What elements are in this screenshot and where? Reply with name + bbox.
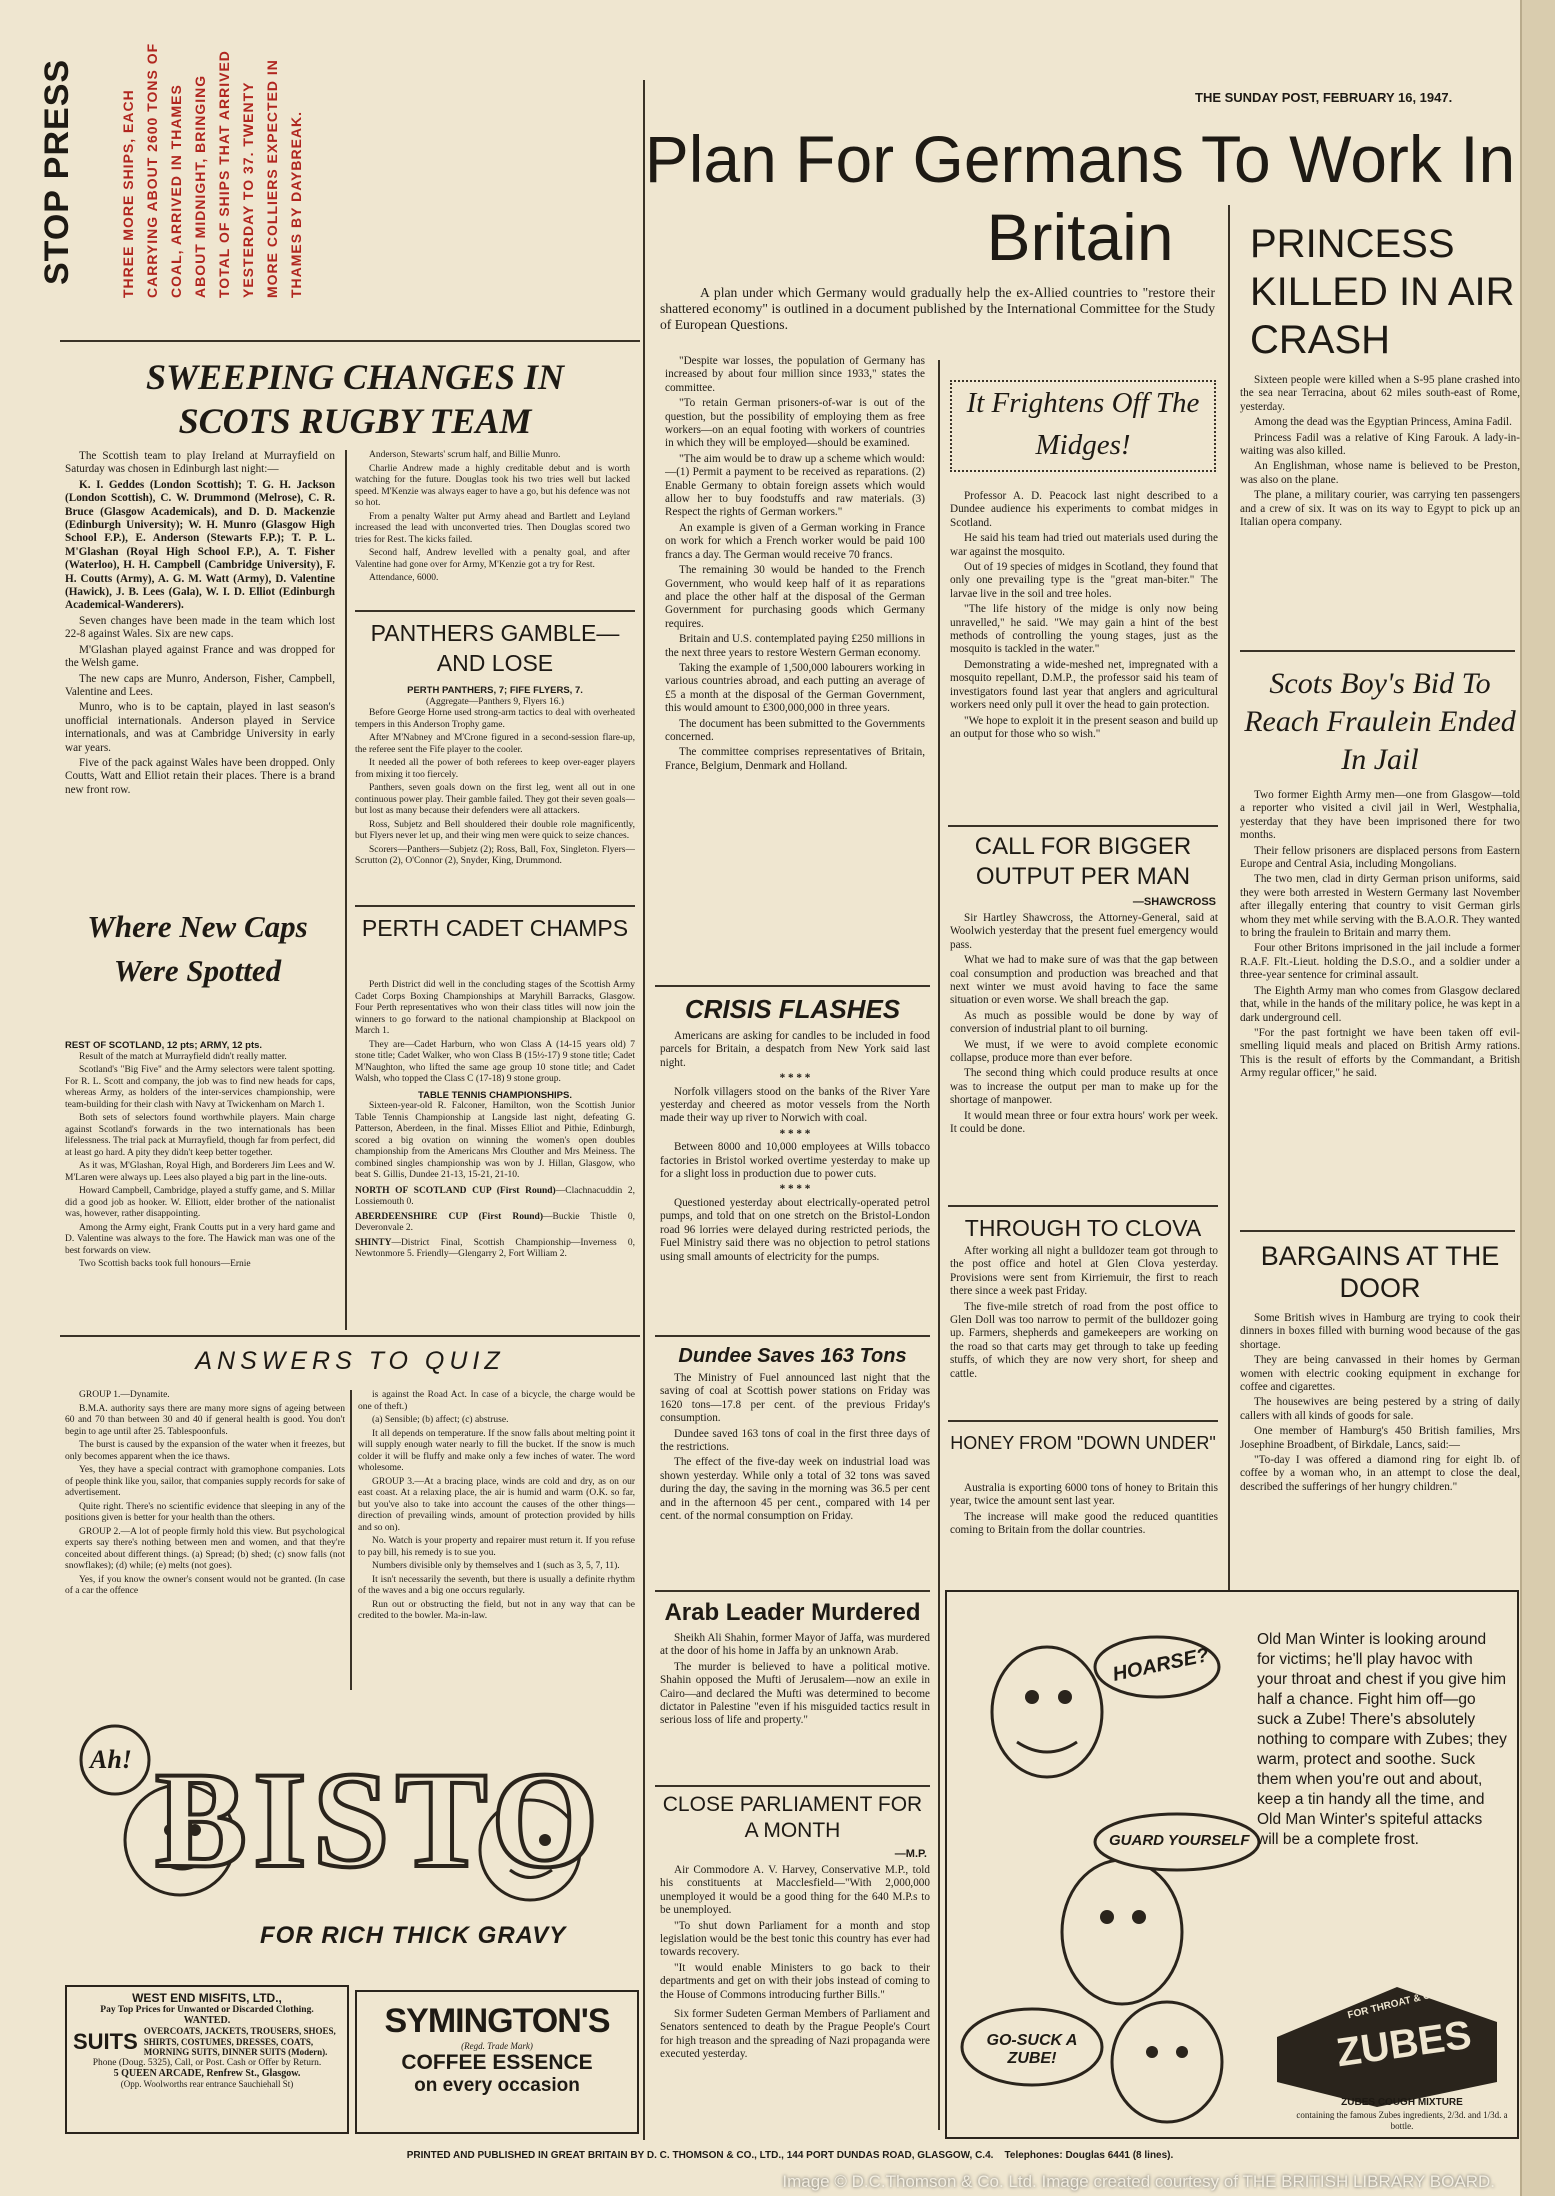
rule — [655, 985, 930, 987]
panthers-headline: PANTHERS GAMBLE—AND LOSE — [370, 620, 620, 676]
star-divider: * * * * — [779, 1183, 811, 1196]
quiz-answer: B.M.A. authority says there are many more signs of ageing between 60 and 70 than between 30 and 40 if general health is good. You don't begin to age until after 25. Tablespoonfuls. — [65, 1403, 345, 1437]
paragraph: Panthers, seven goals down on the first leg, went all out in one continuous power play. Their gamble failed. They got their seven goals—but lost as many because their defenders were all attackers. — [355, 783, 635, 816]
paragraph: He said his team had tried out materials used during the war against the mosquito. — [950, 532, 1218, 558]
output-story — [950, 912, 1218, 1202]
paragraph: Sixteen people were killed when a S-95 plane crashed into the sea near Terracina, about 62 miles south-east of Rome, yesterday. — [1240, 374, 1520, 413]
rule — [948, 825, 1218, 827]
zubes-tin-top: FOR THROAT & CHEST — [1346, 1983, 1458, 2022]
zubes-bubble-suck: GO-SUCK A ZUBE! — [986, 2032, 1078, 2067]
midges-story — [950, 490, 1218, 820]
score-line: PERTH PANTHERS, 7; FIFE FLYERS, 7. — [407, 685, 583, 696]
bargains-story — [1240, 1240, 1520, 1580]
clova-story — [950, 1245, 1218, 1415]
imprint: PRINTED AND PUBLISHED IN GREAT BRITAIN BY D. C. THOMSON & CO., LTD., 144 PORT DUNDAS ROAD, GLASGOW, C.4. — [406, 2150, 994, 2161]
paragraph: Sheikh Ali Shahin, former Mayor of Jaffa, was murdered at the door of his home in Jaffa by an unknown Arab. — [660, 1632, 930, 1658]
zubes-tin-name: ZUBES — [1333, 2012, 1475, 2076]
quiz-answer: The burst is caused by the expansion of the water when it freezes, but only becomes apparent when the ice thaws. — [65, 1440, 345, 1462]
misfits-suits: SUITS — [73, 2028, 138, 2054]
dundee-story — [660, 1372, 930, 1587]
main-headline: Plan For Germans To Work In Britain — [644, 122, 1516, 274]
paragraph: One member of Hamburg's 450 British families, Mrs Josephine Broadbent, of Birkdale, Lancs, said:— — [1240, 1425, 1520, 1451]
result: —Buckie Thistle 0, Deveronvale 2. — [355, 1211, 635, 1233]
paragraph: Air Commodore A. V. Harvey, Conservative M.P., told his constituents at Macclesfield—"With 2,000,000 unemployed it would be a good thing for the 640 M.P.s to be unemployed. — [660, 1864, 930, 1917]
paragraph: Demonstrating a wide-meshed net, impregnated with a mosquito repellant, D.M.P., the professor said his team of investigators found last year that anglers and agricultural workers need only pull it over the head to gain protection. — [950, 658, 1218, 712]
paragraph: The remaining 30 would be handed to the French Government, who would keep half of it as reparations and place the other half at the disposal of the German Government for purchasing goods which Germany requires. — [665, 564, 925, 630]
stop-press-line: CARRYING ABOUT 2600 TONS OF — [144, 42, 160, 298]
paragraph: Howard Campbell, Cambridge, played a stuffy game, and S. Millar did a good job as hooker. W. Elliott, elder brother of the nationalist was, however, rather disappointing. — [65, 1186, 335, 1219]
column-rule — [350, 1390, 352, 1690]
quiz-answer: Numbers divisible only by themselves and 1 (such as 3, 5, 7, 11). — [372, 1561, 620, 1571]
paragraph: It needed all the power of both referees to keep over-eager players from mixing it too fiercely. — [355, 758, 635, 780]
misfits-items: OVERCOATS, JACKETS, TROUSERS, SHOES, SHIRTS, COSTUMES, DRESSES, COATS, MORNING SUITS, DINNER SUITS (Modern). — [143, 2026, 336, 2057]
quiz-answer: GROUP 3.—At a bracing place, winds are cold and dry, as on our east coast. At a relaxing place, the air is humid and warm (O.K. so far, but you've also to take into account the causes of the other things—direction of prevailing winds, amount of protection provided by hills and so on). — [358, 1476, 635, 1533]
quiz-answer: Quite right. There's no scientific evidence that sleeping in any of the positions given is better for your health than the others. — [65, 1501, 345, 1523]
misfits-contact: Phone (Doug. 5325), Call, or Post. Cash or Offer by Return. — [92, 2057, 322, 2068]
arab-headline: Arab Leader Murdered — [664, 1599, 921, 1626]
main-story-col1 — [665, 355, 925, 845]
midges-box — [950, 380, 1216, 472]
subhead: SHINTY — [355, 1237, 392, 1248]
team-list: K. I. Geddes (London Scottish); T. G. H. Jackson (London Scottish), C. W. Drummond (Melrose), C. R. Bruce (Glasgow Academicals), and D. D. Mackenzie (Edinburgh University); W. H. Munro (Glasgow High School F.P.), E. Anderson (Stewarts F.P.); T. P. L. M'Glashan (Royal High School F.P.), A. T. Fisher (Waterloo), H. H. Campbell (Cambridge University), F. H. Coutts (Army), A. G. M. Watt (Army), D. Valentine (Hawick), J. B. Lees (Gala), W. I. D. Elliot (Edinburgh Academical-Wanderers). — [65, 478, 335, 612]
masthead-date: THE SUNDAY POST, FEBRUARY 16, 1947. — [1195, 90, 1453, 105]
stop-press-line: THREE MORE SHIPS, EACH — [120, 89, 136, 298]
dundee-headline: Dundee Saves 163 Tons — [678, 1345, 907, 1367]
paragraph: The committee comprises representatives of Britain, France, Belgium, Denmark and Holland. — [665, 746, 925, 772]
paragraph: Americans are asking for candles to be included in food parcels for Britain, a despatch from New York said last night. — [660, 1030, 930, 1069]
scots-boy-headline: Scots Boy's Bid To Reach Fraulein Ended In Jail — [1244, 667, 1516, 776]
paragraph: Second half, Andrew levelled with a penalty goal, and after Valentine had gone over for Army, M'Kenzie got a try for Rest. — [355, 548, 630, 570]
quiz-answer: It isn't necessarily the seventh, but there is usually a definite rhythm of the waves and a big one occurs regularly. — [358, 1574, 635, 1596]
paragraph: Some British wives in Hamburg are trying to cook their dinners in boxes filled with burning wood because of the gas shortage. — [1240, 1312, 1520, 1351]
paragraph: "The life history of the midge is only now being unravelled," he said. "We may gain a hint of the best methods of controlling the young stages, just as the mosquito is tackled in the water." — [950, 603, 1218, 656]
output-byline: —SHAWCROSS — [1132, 896, 1216, 908]
zubes-footer-2: containing the famous Zubes ingredients, 2/3d. and 1/3d. a bottle. — [1296, 2110, 1508, 2131]
quiz-answer: No. Watch is your property and repairer must return it. If you refuse to pay bill, his remedy is to sue you. — [358, 1536, 635, 1558]
bisto-ah: Ah! — [90, 1745, 132, 1774]
paragraph: "To retain German prisoners-of-war is out of the question, but the possibility of employing them as free workers—on an equal footing with workers of countries in which they will be employed—should be examined. — [665, 397, 925, 450]
paragraph: We must, if we were to avoid complete economic collapse, produce more than ever before. — [950, 1038, 1218, 1065]
paragraph: The plane, a military courier, was carrying ten passengers and a crew of six. It was on its way to Egypt to pick up an Italian opera company. — [1240, 489, 1520, 529]
paragraph: An example is given of a German working in France on work for which a French worker would be paid 100 francs a day. The German would receive 70 francs. — [665, 521, 925, 561]
adjacent-page-edge — [1520, 0, 1555, 2196]
paragraph: Charlie Andrew made a highly creditable debut and is worth watching for the future. Douglas took his two tries well but lacked speed. M'Kenzie was always eager to have a go, but his defence was not so hot. — [355, 463, 630, 508]
paragraph: Munro, who is to be captain, played in last season's unofficial internationals. Anderson played in Service internationals, and was at Cambridge University in early war years. — [65, 701, 335, 754]
paragraph: The document has been submitted to the Governments concerned. — [665, 717, 925, 743]
rugby-col2 — [355, 450, 630, 605]
bisto-slogan: FOR RICH THICK GRAVY — [260, 1922, 567, 1949]
misfits-ad — [65, 1985, 349, 2134]
princess-headline: PRINCESS KILLED IN AIR CRASH — [1250, 222, 1515, 362]
paragraph: Anderson, Stewarts' scrum half, and Billie Munro. — [369, 450, 561, 460]
quiz-answer: GROUP 2.—A lot of people firmly hold this view. But psychological experts say there's nothing between men and women, and that they're conceited about different things. (a) Spread; (b) shed; (c) snow falls (not snowflakes); (d) while; (e) melts (not goes). — [65, 1526, 345, 1571]
paragraph: Ross, Subjetz and Bell shouldered their double role magnificently, but Flyers never let up, and their wing men were quick to seize chances. — [355, 819, 635, 841]
paragraph: An Englishman, whose name is believed to be Preston, was also on the plane. — [1240, 460, 1520, 486]
paragraph: Two Scottish backs took full honours—Ernie — [79, 1259, 251, 1269]
paragraph: Princess Fadil was a relative of King Farouk. A lady-in-waiting was also killed. — [1240, 431, 1520, 458]
symingtons-brand: SYMINGTON'S — [384, 2002, 610, 2040]
misfits-address2: (Opp. Woolworths rear entrance Sauchiehall St) — [120, 2078, 294, 2089]
paragraph: After working all night a bulldozer team got through to the post office and hotel at Glen Clova yesterday. Provisions were sent from Kirriemuir, the first to reach there since a week past Friday. — [950, 1245, 1218, 1298]
rugby-col1 — [65, 450, 335, 890]
result: —Clachnacuddin 2, Lossiemouth 0. — [355, 1185, 635, 1207]
rule — [655, 1335, 930, 1337]
paragraph: Dundee saved 163 tons of coal in the first three days of the restrictions. — [660, 1427, 930, 1454]
paragraph: Their fellow prisoners are displaced persons from Eastern Europe and Central Asia, including Mongolians. — [1240, 844, 1520, 871]
paragraph: Scorers—Panthers—Subjetz (2); Ross, Ball, Fox, Singleton. Flyers—Scrutton (2), O'Connor (2), Snyder, King, Drummond. — [355, 844, 635, 866]
quiz-answer: Run out or obstructing the field, but not in any way that can be credited to the bowler. Ma-in-law. — [358, 1599, 635, 1621]
honey-headline: HONEY FROM "DOWN UNDER" — [950, 1433, 1216, 1453]
new-caps-headline: Where New Caps Were Spotted — [87, 909, 308, 988]
paragraph: The housewives are being pestered by a string of daily callers with all kinds of goods for sale. — [1240, 1396, 1520, 1422]
scots-boy-story — [1240, 665, 1520, 1225]
parliament-headline: CLOSE PARLIAMENT FOR A MONTH — [662, 1793, 923, 1842]
output-headline: CALL FOR BIGGER OUTPUT PER MAN — [974, 833, 1192, 890]
paragraph: The Scottish team to play Ireland at Murrayfield on Saturday was chosen in Edinburgh last night:— — [65, 450, 335, 476]
star-divider: * * * * — [779, 1072, 811, 1085]
paragraph: As it was, M'Glashan, Royal High, and Borderers Jim Lees and W. M'Laren were always up. Lees also played a big part in the line-outs. — [65, 1161, 335, 1183]
crisis-headline: CRISIS FLASHES — [684, 994, 901, 1024]
paragraph: Taking the example of 1,500,000 labourers working in various countries abroad, and each putting an average of £5 a month at the disposal of the German Government, this would amount to £300,000,000 in three years. — [665, 661, 925, 715]
paragraph: Scotland's "Big Five" and the Army selectors were talent spotting. For R. L. Scott and company, the job was to find new heads for caps, whereas Army, as holders of the inter-services championship, were team-building for their clash with Navy at Twickenham on March 1. — [65, 1065, 335, 1110]
bisto-brand: BISTO — [155, 1743, 605, 1896]
clova-headline: THROUGH TO CLOVA — [964, 1215, 1202, 1241]
paragraph: Between 8000 and 10,000 employees at Wills tobacco factories in Bristol worked overtime yesterday to make up for a slight loss in production due to power cuts. — [660, 1141, 930, 1181]
stop-press-line: YESTERDAY TO 37. TWENTY — [240, 81, 256, 298]
paragraph: Result of the match at Murrayfield didn't really matter. — [79, 1051, 287, 1062]
image-credit: Image © D.C.Thomson & Co. Ltd. Image created courtesy of THE BRITISH LIBRARY BOARD. — [782, 2172, 1495, 2191]
score-line: REST OF SCOTLAND, 12 pts; ARMY, 12 pts. — [65, 1040, 263, 1051]
paragraph: The second thing which could produce results at once was to increase the output per man to make up for the shortage of manpower. — [950, 1067, 1218, 1107]
stop-press-line: MORE COLLIERS EXPECTED IN — [264, 59, 280, 298]
paragraph: "For the past fortnight we have been taken off evil-smelling liquid meals and placed on British Army rations. This is the result of efforts by the Commandant, a British Army regular officer," he said. — [1240, 1026, 1520, 1080]
zubes-bubble-guard: GUARD YOURSELF — [1109, 1832, 1250, 1849]
paragraph: The murder is believed to have a political motive. Shahin opposed the Mufti of Jerusalem—now an exile in Cairo—and declared the Mufti was determined to become dictator in Palestine "even if his misguided tactics result in serious loss of life and property." — [660, 1660, 930, 1727]
paragraph: The increase will make good the reduced quantities coming to Britain from the dollar countries. — [950, 1510, 1218, 1537]
paragraph: Two former Eighth Army men—one from Glasgow—told a reporter who visited a civil jail in Werl, Westphalia, yesterday that they have been imprisoned there for two months. — [1240, 789, 1520, 842]
paragraph: Seven changes have been made in the team which lost 22-8 against Wales. Six are new caps. — [65, 614, 335, 641]
paragraph: From a penalty Walter put Army ahead and Bartlett and Leyland increased the lead with unconverted tries. Then Douglas scored two tries for Rest. The kicks failed. — [355, 511, 630, 545]
stop-press-label: STOP PRESS — [38, 58, 76, 285]
paragraph: "To shut down Parliament for a month and stop legislation would be the best tonic this country has ever had towards recovery. — [660, 1919, 930, 1959]
paragraph: Four other Britons imprisoned in the jail include a former R.A.F. Flt.-Lieut. holding the D.S.O., and a soldier under a three-year sentence for criminal assault. — [1240, 942, 1520, 982]
column-rule — [938, 360, 940, 2130]
quiz-answer: GROUP 1.—Dynamite. — [79, 1390, 170, 1400]
perth-cadet-headline: PERTH CADET CHAMPS — [361, 915, 629, 941]
rule — [948, 1420, 1218, 1422]
paragraph: The effect of the five-day week on industrial load was shown yesterday. While only a total of 32 tons was saved during the day, the saving in the morning was 36.5 per cent and in the afternoon 45 per cent., compared with 14 per cent. of the normal consumption on Friday. — [660, 1456, 930, 1523]
paragraph: Sixteen-year-old R. Falconer, Hamilton, won the Scottish Junior Table Tennis Championship at Langside last night, defeating G. Patterson, Aberdeen, in the final. Misses Elliot and Pithie, Edinburgh, scored a big ovation on winning the women's open doubles championship from the Americans Mrs Clouther and Mrs Meiness. The combined singles championship was won by J. Hillan, Glasgow, who beat S. Gillis, Dundee 21-13, 15-21, 21-10. — [355, 1101, 635, 1180]
bisto-ad — [60, 1700, 638, 1975]
paragraph: They are—Cadet Harburn, who won Class A (14-15 years old) 7 stone title; Cadet Walker, who won Class B (15½-17) 9 stone title; Cadet M'Naughton, who lifted the same age group 10 stone title; and Cadet Walsh, who topped the Class C (17-18) 9 stone group. — [355, 1039, 635, 1084]
paragraph: "The aim would be to draw up a scheme which would:—(1) Permit a payment to be received as reparations. (2) Enable Germany to obtain foreign assets which would allow her to buy foodstuffs and raw materials. (3) Respect the rights of German workers." — [665, 452, 925, 519]
paragraph: Among the Army eight, Frank Coutts put in a very hard game and D. Valentine was always to the fore. The Hawick man was one of the best forwards on view. — [65, 1222, 335, 1256]
rugby-headline: SWEEPING CHANGES IN SCOTS RUGBY TEAM — [145, 357, 565, 441]
honey-story — [950, 1482, 1218, 1582]
zubes-footer-1: ZUBES COUGH MIXTURE — [1341, 2097, 1463, 2108]
quiz-col2 — [358, 1390, 635, 1690]
paragraph: Five of the pack against Wales have been dropped. Only Coutts, Watt and Elliot retain their places. There is a brand new front row. — [65, 756, 335, 796]
column-rule — [345, 450, 347, 1330]
main-story-lead: A plan under which Germany would gradually help the ex-Allied countries to "restore their shattered economy" is outlined in a document published by the International Committee for the Study of European Questions. — [660, 285, 1215, 332]
misfits-address: 5 QUEEN ARCADE, Renfrew St., Glasgow. — [113, 2067, 301, 2079]
subhead: ABERDEENSHIRE CUP (First Round) — [355, 1211, 544, 1222]
stop-press-line: ABOUT MIDNIGHT, BRINGING — [192, 74, 208, 298]
paragraph: The Eighth Army man who comes from Glasgow declared that, while in the hands of the military police, he was kept in a dark underground cell. — [1240, 984, 1520, 1024]
rule — [1240, 650, 1515, 652]
rule — [948, 1205, 1218, 1207]
quiz-answer: (a) Sensible; (b) affect; (c) abstruse. — [372, 1415, 509, 1425]
rule — [355, 905, 635, 907]
aggregate-line: (Aggregate—Panthers 9, Flyers 16.) — [426, 696, 564, 707]
perth-cadet-story — [355, 980, 635, 1330]
quiz-col1 — [65, 1390, 345, 1690]
rule — [60, 340, 640, 342]
paragraph: "To-day I was offered a diamond ring for eight lb. of coffee by a woman who, in an attempt to close the deal, described the sufferings of her hungry children." — [1240, 1454, 1520, 1493]
parliament-byline: —M.P. — [894, 1848, 927, 1860]
paragraph: As much as possible would be done by way of conversion of industrial plant to oil burning. — [950, 1009, 1218, 1036]
rule — [355, 610, 635, 612]
paragraph: Out of 19 species of midges in Scotland, they found that only one prevailing type is the "great man-biter." The larvae live in the soil and tree holes. — [950, 561, 1218, 600]
paragraph: What we had to make sure of was that the gap between coal consumption and production was breached and that next winter we must avoid having to face the same situation or even worse. We shall breach the gap. — [950, 954, 1218, 1007]
rule — [655, 1590, 930, 1592]
rule — [655, 1785, 930, 1787]
paragraph: Questioned yesterday about electrically-operated petrol pumps, and told that on one stretch on the Bristol-London road 96 lorries were delayed during restricted periods, the Fuel Ministry said there was no objection to petrol stations using small amounts of electricity for the pumps. — [660, 1196, 930, 1263]
symingtons-tm: (Regd. Trade Mark) — [461, 2041, 533, 2051]
quiz-answer: Yes, they have a special contract with gramophone companies. Lots of people think like you, sailor, that companies supply records for sake of advertisement. — [65, 1465, 345, 1498]
quiz-answer: Yes, if you know the owner's consent would not be granted. (In case of a car the offence — [65, 1574, 345, 1596]
paragraph: Among the dead was the Egyptian Princess, Amina Fadil. — [1254, 416, 1512, 429]
rule — [1240, 1230, 1515, 1232]
result: —District Final, Scottish Championship—Inverness 0, Newtonmore 5. Friendly—Glengarry 2, Fort William 2. — [355, 1237, 635, 1259]
zubes-bubble-hoarse: HOARSE? — [1110, 1644, 1211, 1686]
stop-press-line: TOTAL OF SHIPS THAT ARRIVED — [216, 50, 232, 298]
paragraph: After M'Nabney and M'Crone figured in a second-session flare-up, the referee sent the Fife player to the cooler. — [355, 733, 635, 755]
quiz-headline: ANSWERS TO QUIZ — [195, 1347, 505, 1375]
paragraph: M'Glashan played against France and was dropped for the Welsh game. — [65, 643, 335, 670]
paragraph: Six former Sudeten German Members of Parliament and Senators sentenced to death by the Prague People's Court for high treason and the spreading of Nazi propaganda were executed yesterday. — [660, 2008, 930, 2061]
misfits-line: Pay Top Prices for Unwanted or Discarded Clothing. — [100, 2005, 314, 2015]
stop-press-line: THAMES BY DAYBREAK. — [288, 110, 304, 298]
paragraph: Before George Horne used strong-arm tactics to deal with overheated tempers in this Anderson Trophy game. — [355, 708, 635, 730]
zubes-copy: Old Man Winter is looking around for victims; he'll play havoc with your throat and chest if you give him half a chance. Fight him off—go suck a Zube! There's absolutely nothing to compare with Zubes; they warm, protect and soothe. Suck them when you're out and about, keep a tin handy all the time, and Old Man Winter's spiteful attacks will be a complete frost. — [1257, 1631, 1507, 1848]
imprint-line — [60, 2150, 1520, 2161]
paragraph: It would mean three or four extra hours' work per week. It could be done. — [950, 1109, 1218, 1136]
paragraph: The two men, clad in dirty German prison uniforms, said they were both arrested in Western Germany last November after illegally entering that country to visit German girls whom they met while serving with the B.A.O.R. They wanted to bring the fraulein to Britain and marry them. — [1240, 873, 1520, 940]
paragraph: The five-mile stretch of road from the post office to Glen Doll was too narrow to permit of the bulldozer going up. Farmers, shepherds and gamekeepers are working on the road so that carts may get through to take up feeding stuffs, of which they are now very short, for sheep and cattle. — [950, 1300, 1218, 1380]
misfits-title: WEST END MISFITS, LTD., — [132, 1991, 282, 2005]
quiz-answer: It all depends on temperature. If the snow falls about melting point it will supply enough water nearly to fill the bucket. If the snow is much colder it will be fluffy and make only a few inches of water. The word wholesome. — [358, 1428, 635, 1473]
paragraph: Both sets of selectors found worthwhile players. Main charge against Scotland's forwards in the two internationals has been lifelessness. The trial pack at Murrayfield, though far from perfect, did at least go hard. A pity they didn't keep better together. — [65, 1113, 335, 1158]
stop-press-text — [120, 42, 330, 298]
bargains-headline: BARGAINS AT THE DOOR — [1260, 1241, 1500, 1303]
telephone: Telephones: Douglas 6441 (8 lines). — [1004, 2150, 1174, 2161]
panthers-story — [355, 685, 635, 900]
paragraph: Attendance, 6000. — [369, 573, 439, 583]
paragraph: Sir Hartley Shawcross, the Attorney-General, said at Woolwich yesterday that the present fuel emergency would pass. — [950, 912, 1218, 951]
zubes-ad — [945, 1590, 1519, 2139]
paragraph: They are being canvassed in their homes by German women with electric cooking equipment in exchange for coffee and cigarettes. — [1240, 1354, 1520, 1394]
paragraph: "We hope to exploit it in the present season and build up an output for those who so wish." — [950, 714, 1218, 740]
paragraph: "Despite war losses, the population of Germany has increased by about four million since 1933," states the committee. — [665, 355, 925, 394]
misfits-wanted: WANTED. — [183, 2015, 231, 2026]
symingtons-ad — [355, 1990, 639, 2134]
paragraph: The new caps are Munro, Anderson, Fisher, Campbell, Valentine and Lees. — [65, 672, 335, 698]
paragraph: Norfolk villagers stood on the banks of the River Yare yesterday and cheered as motor vessels from the North made their way up river to Norwich with coal. — [660, 1085, 930, 1125]
new-caps-story — [65, 1040, 335, 1330]
symingtons-product: COFFEE ESSENCE — [401, 2051, 593, 2074]
paragraph: Perth District did well in the concluding stages of the Scottish Army Cadet Corps Boxing Championships at Maryhill Barracks, Glasgow. Four Perth representatives who won their class titles will now join the winners to go forward to the national championship at Blackpool on March 1. — [355, 980, 635, 1036]
column-rule — [643, 80, 645, 2140]
symingtons-tagline: on every occasion — [414, 2075, 580, 2096]
paragraph: Professor A. D. Peacock last night described to a Dundee audience his experiments to combat midges in Scotland. — [950, 490, 1218, 529]
star-divider: * * * * — [779, 1127, 811, 1140]
paragraph: Britain and U.S. contemplated paying £250 millions in the next three years to restore Western German economy. — [665, 633, 925, 659]
stop-press-line: COAL, ARRIVED IN THAMES — [168, 84, 184, 298]
paragraph: The Ministry of Fuel announced last night that the saving of coal at Scottish power stations on Friday was 1620 tons—17.8 per cent. of the previous Friday's consumption. — [660, 1372, 930, 1425]
crisis-story — [660, 1030, 930, 1330]
paragraph: Australia is exporting 6000 tons of honey to Britain this year, twice the amount sent last year. — [950, 1482, 1218, 1508]
princess-story — [1240, 220, 1520, 640]
subhead: TABLE TENNIS CHAMPIONSHIPS. — [418, 1089, 572, 1101]
parliament-story — [660, 1864, 930, 2139]
arab-story — [660, 1632, 930, 1782]
paragraph: "It would enable Ministers to go back to their departments and get on with their jobs instead of coming to the House of Commons introducing further Bills." — [660, 1961, 930, 2001]
subhead: NORTH OF SCOTLAND CUP (First Round) — [355, 1185, 556, 1196]
rule — [60, 1335, 640, 1337]
midges-headline: It Frightens Off The Midges! — [966, 387, 1200, 461]
quiz-answer: is against the Road Act. In case of a bicycle, the charge would be one of theft.) — [358, 1390, 635, 1412]
